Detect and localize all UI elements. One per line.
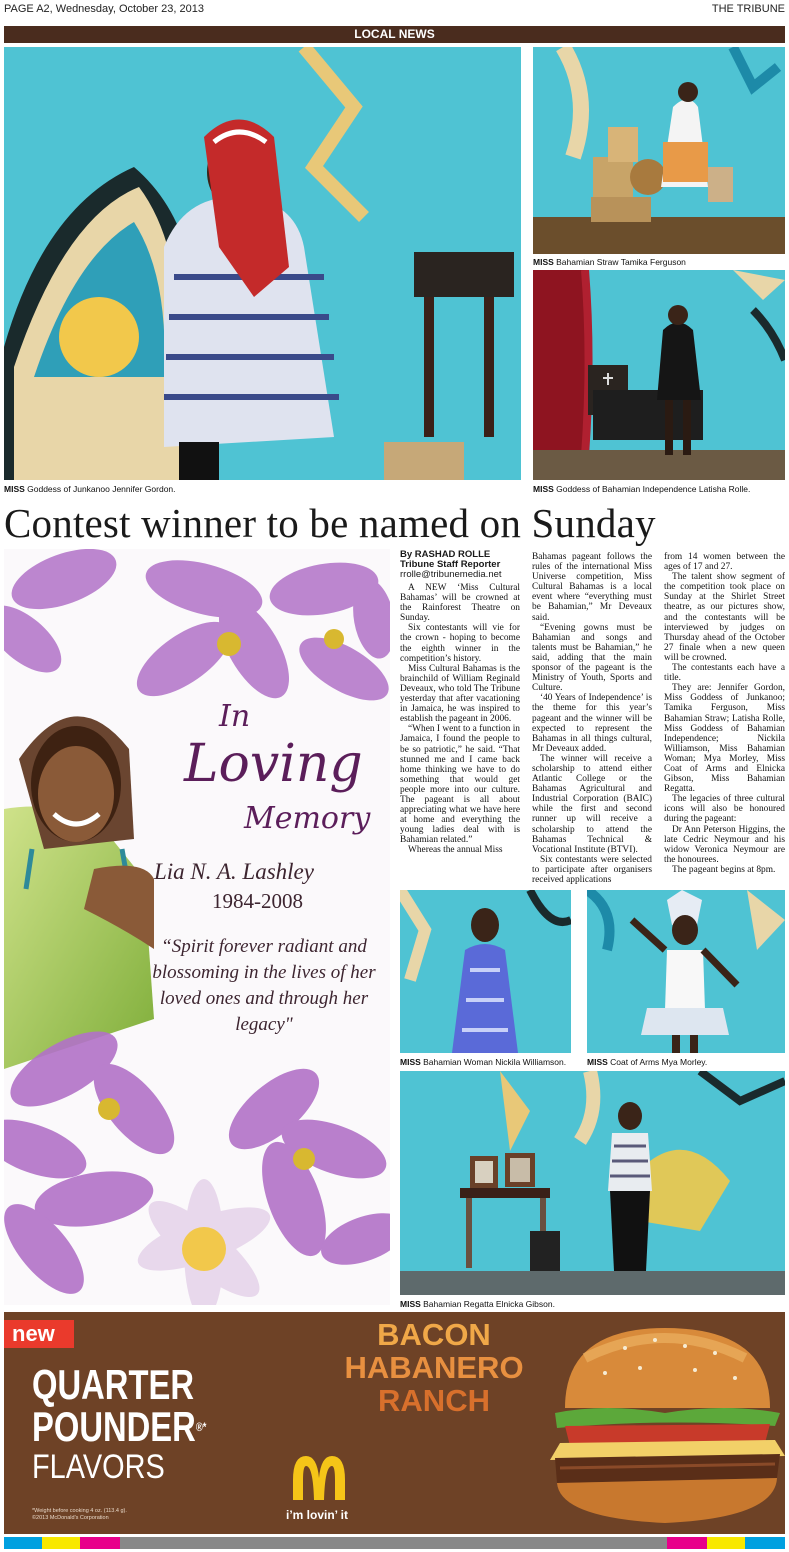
article-paragraph: from 14 women between the ages of 17 and 27. <box>664 552 785 573</box>
photo-coat-of-arms <box>587 890 785 1053</box>
page-folio <box>4 3 785 21</box>
caption-independence-text: Goddess of Bahamian Independence Latisha Rolle. <box>553 484 751 494</box>
color-swatch <box>4 1537 42 1549</box>
color-swatch <box>745 1537 785 1549</box>
caption-junkanoo <box>4 484 176 494</box>
caption-independence <box>533 484 750 494</box>
article-column-1 <box>400 583 520 856</box>
ad-quarter-pounder <box>32 1361 207 1450</box>
memorial-ad <box>4 549 390 1305</box>
article-paragraph: ‘40 Years of Independence’ is the theme for this year’s pageant and the winner will be expected to represent the Bahamas in all things cultural, Mr Deveaux added. <box>532 693 652 754</box>
article-paragraph: The winner will receive a scholarship to attend either Atlantic College or the Bahamas Agricultural and Industrial Corporation (BAIC) while the first and second runner up will receive a scholarship to attend the Bahamas Technical & Vocational Institute (BTVI). <box>532 753 652 855</box>
caption-miss-label: MISS <box>4 484 25 494</box>
caption-coat-of-arms-text: Coat of Arms Mya Morley. <box>607 1057 708 1067</box>
ad-bhr-line: BACON <box>377 1317 491 1352</box>
folio-paper-name: THE TRIBUNE <box>711 3 785 15</box>
byline-author: By RASHAD ROLLE <box>400 549 491 560</box>
caption-miss-label: MISS <box>587 1057 608 1067</box>
byline <box>400 550 502 580</box>
ad-flavors: FLAVORS <box>32 1448 165 1486</box>
article-paragraph: The legacies of three cultural icons will also be honoured during the pageant: <box>664 794 785 825</box>
article-paragraph: Bahamas pageant follows the rules of the international Miss Universe competition, Miss Cultural Bahamas is a local event where “everything must be Bahamian,” Mr Deveaux said. <box>532 552 652 623</box>
caption-miss-label: MISS <box>400 1299 421 1309</box>
color-swatch <box>667 1537 707 1549</box>
caption-miss-label: MISS <box>533 257 554 267</box>
article-paragraph: Miss Cultural Bahamas is the brainchild of William Reginald Deveaux, who told The Tribune yesterday that after vacationing in Jamaica, he was inspired to establish the pageant in 2006. <box>400 663 520 725</box>
ad-qp-line1: QUARTER <box>32 1361 194 1408</box>
ad-bhr-line: HABANERO <box>344 1350 524 1385</box>
memorial-loving-text: Loving <box>184 734 363 794</box>
ad-qp-line2: POUNDER <box>32 1403 196 1450</box>
ad-fine-weight: *Weight before cooking 4 oz. (113.4 g). <box>32 1508 127 1514</box>
ad-new-badge: new <box>4 1320 74 1348</box>
caption-woman <box>400 1057 566 1067</box>
caption-regatta-text: Bahamian Regatta Elnicka Gibson. <box>420 1299 555 1309</box>
caption-regatta <box>400 1299 555 1309</box>
color-swatch <box>707 1537 745 1549</box>
caption-straw-text: Bahamian Straw Tamika Ferguson <box>553 257 686 267</box>
article-headline: Contest winner to be named on Sunday <box>4 500 656 546</box>
byline-role: Tribune Staff Reporter <box>400 559 501 570</box>
ad-registered-mark: ®* <box>195 1420 207 1434</box>
article-paragraph: The talent show segment of the competition took place on Sunday at the Shirlet Street theatre, as our pictures show, and the contestants will be interviewed by judges on Thursday ahead of the October 27 finale when a new queen will be crowned. <box>664 572 785 663</box>
article-paragraph: Dr Ann Peterson Higgins, the late Cedric Neymour and his widow Veronica Neymour are the honourees. <box>664 824 785 865</box>
section-header: LOCAL NEWS <box>4 26 785 43</box>
article-paragraph: “Evening gowns must be Bahamian and songs and talents must be Bahamian,” he said, adding that the main sponsor of the pageant is the Ministry of Youth, Sports and Culture. <box>532 622 652 694</box>
folio-date: PAGE A2, Wednesday, October 23, 2013 <box>4 3 204 15</box>
photo-regatta <box>400 1071 785 1295</box>
photo-woman <box>400 890 571 1053</box>
article-paragraph: Six contestants will vie for the crown - hoping to become the eighth winner in the competition’s history. <box>400 623 520 664</box>
caption-straw <box>533 257 686 267</box>
ad-bacon-habanero-ranch <box>344 1318 524 1417</box>
color-swatch <box>42 1537 80 1549</box>
article-column-3 <box>664 552 785 875</box>
burger-image <box>545 1318 785 1528</box>
caption-junkanoo-text: Goddess of Junkanoo Jennifer Gordon. <box>24 484 176 494</box>
ad-fine-print <box>32 1508 127 1522</box>
article-paragraph: The contestants each have a title. <box>664 663 785 684</box>
article-paragraph: The pageant begins at 8pm. <box>672 864 776 875</box>
caption-woman-text: Bahamian Woman Nickila Williamson. <box>420 1057 567 1067</box>
article-paragraph: Whereas the annual Miss <box>408 845 503 856</box>
article-paragraph: Six contestants were selected to participate after organisers received applications <box>532 854 652 885</box>
memorial-quote: “Spirit forever radiant and blossoming in the lives of her loved ones and through her legacy" <box>152 936 376 1035</box>
golden-arches-logo <box>289 1452 349 1502</box>
mcdonalds-ad[interactable] <box>4 1312 785 1534</box>
caption-miss-label: MISS <box>400 1057 421 1067</box>
memorial-memory-text: Memory <box>244 801 371 836</box>
ad-bhr-line: RANCH <box>378 1383 490 1418</box>
color-swatch <box>80 1537 120 1549</box>
memorial-in-text: In <box>219 699 251 734</box>
article-paragraph: “When I went to a function in Jamaica, I found the people to be so patriotic,” he said. “That stunned me and I came back home thinking we have to do something that would get people more into our culture. The pageant is all about appreciating what we have here at home and everything the young ladies deal with is Bahamian related.” <box>400 724 520 846</box>
photo-junkanoo <box>4 47 521 480</box>
color-swatch <box>120 1537 667 1549</box>
ad-fine-copyright: ©2013 McDonald's Corporation <box>32 1515 109 1521</box>
memorial-years: 1984-2008 <box>212 889 303 913</box>
article-paragraph: A NEW ‘Miss Cultural Bahamas’ will be crowned at the Rainforest Theatre on Sunday. <box>400 583 520 624</box>
printer-color-bar <box>4 1537 785 1549</box>
memorial-name: Lia N. A. Lashley <box>154 859 314 884</box>
article-column-2 <box>532 552 652 885</box>
ad-tagline: i’m lovin’ it <box>286 1508 349 1522</box>
caption-miss-label: MISS <box>533 484 554 494</box>
photo-straw <box>533 47 785 254</box>
byline-email[interactable]: rrolle@tribunemedia.net <box>400 569 502 580</box>
caption-coat-of-arms <box>587 1057 707 1067</box>
article-paragraph: They are: Jennifer Gordon, Miss Goddess of Junkanoo; Tamika Ferguson, Miss Bahamian Straw; Latisha Rolle, Miss Goddess of Bahamian Independence; Nickila Williamson, Miss Bahamian Woman; Mya Morley, Miss Coat of Arms and Elnicka Gibson, Miss Bahamian Regatta. <box>664 683 785 795</box>
photo-independence <box>533 270 785 480</box>
